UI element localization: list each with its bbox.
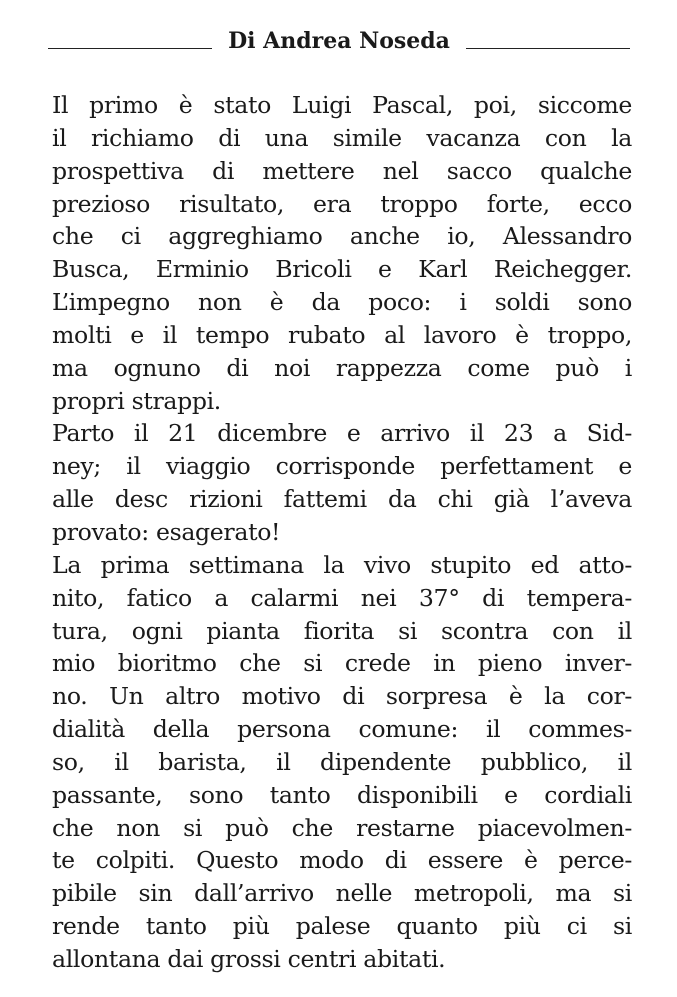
article-line: L’impegno non è da poco: i soldi sono xyxy=(52,288,632,317)
article-line: te colpiti. Questo modo di essere è perce- xyxy=(52,846,632,875)
article-line: Il primo è stato Luigi Pascal, poi, siccome xyxy=(52,91,632,119)
article-line: il richiamo di una simile vacanza con la xyxy=(52,123,632,152)
article-line: nito, fatico a calarmi nei 37° di tempera- xyxy=(52,583,632,612)
byline-rule-right xyxy=(466,48,630,49)
article-line: Parto il 21 dicembre e arrivo il 23 a Sid- xyxy=(52,419,632,448)
article-line: propri strappi. xyxy=(52,386,221,415)
article-line: rende tanto più palese quanto più ci si xyxy=(52,912,632,941)
byline-rule-left xyxy=(48,48,212,49)
article-line: alle desc rizioni fattemi da chi già l’aveva xyxy=(52,485,632,514)
article-line: prospettiva di mettere nel sacco qualche xyxy=(52,156,632,185)
article-line: passante, sono tanto disponibili e cordiali xyxy=(52,780,632,809)
article-line: molti e il tempo rubato al lavoro è troppo, xyxy=(52,320,632,349)
article-line: pibile sin dall’arrivo nelle metropoli, ma si xyxy=(52,879,632,908)
article-body xyxy=(52,89,632,976)
article-line: no. Un altro motivo di sorpresa è la cor- xyxy=(52,682,632,711)
article-line: so, il barista, il dipendente pubblico, il xyxy=(52,747,632,776)
article-line: La prima settimana la vivo stupito ed atto- xyxy=(52,550,632,579)
byline xyxy=(48,26,630,56)
article-line: che ci aggreghiamo anche io, Alessandro xyxy=(52,222,632,251)
article-line: mio bioritmo che si crede in pieno inver- xyxy=(52,649,632,678)
article-line: che non si può che restarne piacevolmen- xyxy=(52,813,632,842)
article-line: Busca, Erminio Bricoli e Karl Reichegger. xyxy=(52,255,632,284)
article-line: tura, ogni pianta fiorita si scontra con il xyxy=(52,616,632,645)
article-line: dialità della persona comune: il commes- xyxy=(52,715,632,744)
article-line: prezioso risultato, era troppo forte, ecco xyxy=(52,189,632,218)
author-name: Di Andrea Noseda xyxy=(228,28,450,54)
article-line: provato: esagerato! xyxy=(52,517,281,546)
article-line: allontana dai grossi centri abitati. xyxy=(52,944,446,973)
article-line: ma ognuno di noi rappezza come può i xyxy=(52,353,632,382)
article-line: ney; il viaggio corrisponde perfettament e xyxy=(52,452,632,481)
